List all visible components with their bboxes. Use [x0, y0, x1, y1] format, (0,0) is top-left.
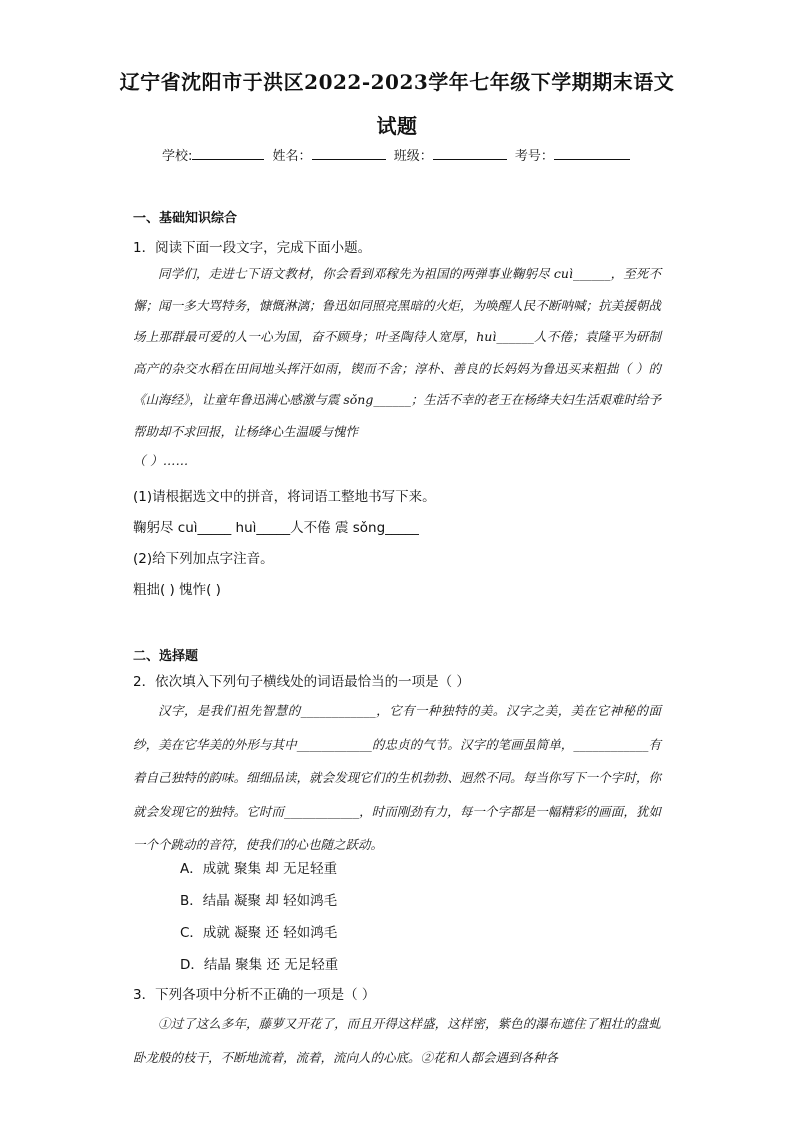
exam-number-label: 考号：: [514, 149, 554, 164]
question-1-passage: 同学们，走进七下语文教材，你会看到邓稼先为祖国的两弹事业鞠躬尽 cuì______，至死不懈；闻一多大骂特务，慷慨淋漓；鲁迅如同照亮黑暗的火炬，为唤醒人民不断呐喊；抗美援朝战场上那群最可爱的人一心为国，奋不顾身；叶圣陶待人宽厚，huì______人不倦；袁隆平为研制高产的杂交水稻在田间地头挥汗如雨，锲而不舍；淳朴、善良的长妈妈为鲁迅买来粗拙（ ）的《山海经》，让童年鲁迅满心感激与震 sǒng______；生活不幸的老王在杨绛夫妇生活艰难时给予帮助却不求回报，让杨绛心生温暖与愧怍: [133, 266, 661, 439]
document-title-line1: 辽宁省沈阳市于洪区2022-2023学年七年级下学期期末语文: [119, 70, 675, 94]
question-2-passage: 汉字，是我们祖先智慧的____________，它有一种独特的美。汉字之美，美在它神秘的面纱，美在它华美的外形与其中____________的忠贞的气节。汉字的笔画虽简单，____________有着自己独特的韵味。细细品读，就会发现它们的生机勃勃、迥然不同。每当你写下一个字时，你就会发现它的独特。它时而____________，时而刚劲有力，每一个字都是一幅精彩的画面，犹如一个个跳动的音符，使我们的心也随之跃动。: [133, 703, 661, 852]
school-blank[interactable]: [192, 146, 264, 160]
name-label: 姓名：: [272, 149, 312, 164]
question-1-sub1: (1)请根据选文中的拼音，将词语工整地书写下来。: [133, 489, 436, 505]
question-1-stem: 1．阅读下面一段文字，完成下面小题。: [133, 240, 372, 256]
question-1-sub1-answer: 鞠躬尽 cuì_____ huì_____人不倦 震 sǒng_____: [133, 520, 419, 536]
question-3-passage: ①过了这么多年，藤萝又开花了，而且开得这样盛，这样密，紫色的瀑布遮住了粗壮的盘虬卧龙般的枝干，不断地流着，流着，流向人的心底。②花和人都会遇到各种各: [133, 1016, 661, 1065]
question-1-sub2-answer: 粗拙( ) 愧怍( ): [133, 582, 221, 598]
question-1-passage-end: （ ）……: [133, 453, 189, 468]
question-3-stem: 3．下列各项中分析不正确的一项是（ ）: [133, 987, 376, 1003]
exam-number-blank[interactable]: [554, 146, 630, 160]
student-info-line: [162, 145, 634, 164]
class-label: 班级：: [393, 149, 433, 164]
question-2-option-a[interactable]: A．成就 聚集 却 无足轻重: [180, 861, 338, 877]
name-blank[interactable]: [312, 146, 386, 160]
question-2-option-c[interactable]: C．成就 凝聚 还 轻如鸿毛: [180, 925, 338, 941]
section-heading-choice: 二、选择题: [133, 649, 199, 664]
question-2-option-d[interactable]: D．结晶 聚集 还 无足轻重: [180, 957, 339, 973]
section-heading-basic: 一、基础知识综合: [133, 211, 238, 226]
question-2-option-b[interactable]: B．结晶 凝聚 却 轻如鸿毛: [180, 893, 338, 909]
question-1-sub2: (2)给下列加点字注音。: [133, 551, 274, 567]
question-2-stem: 2．依次填入下列句子横线处的词语最恰当的一项是（ ）: [133, 674, 470, 690]
school-label: 学校:: [162, 149, 193, 164]
document-title-line2: 试题: [376, 114, 418, 138]
class-blank[interactable]: [433, 146, 507, 160]
